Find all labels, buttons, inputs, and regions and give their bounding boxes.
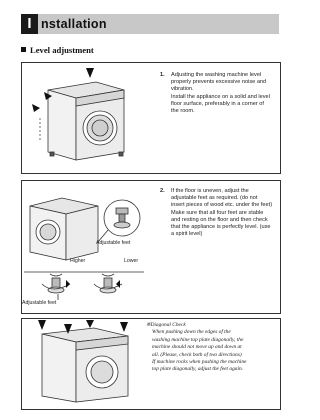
label-adjustable-feet-bottom: Adjustable feet (22, 300, 57, 306)
header-bar (21, 14, 279, 34)
step-2-line: insert pieces of wood etc. under the feet) (171, 202, 273, 209)
note-line: all. (Please, check both of two directions) (152, 351, 242, 358)
diagonal-check-note (146, 322, 282, 374)
page-title: nstallation (41, 17, 107, 31)
note-line: When pushing down the edges of the (152, 329, 231, 336)
washer-level-illustration (24, 68, 144, 168)
label-lower: Lower (124, 258, 139, 264)
step-2-line: adjustable feet as required. (do not (171, 195, 258, 202)
note-line: washing machine top plate diagonally, the (152, 336, 244, 343)
step-2-text (171, 188, 272, 238)
note-line: If machine rocks when pushing the machine (152, 359, 247, 366)
label-adjustable-feet-top: Adjustable feet (96, 240, 131, 246)
step-1-line: Install the appliance on a solid and level (171, 93, 270, 100)
section-title-text: Level adjustment (30, 45, 94, 55)
step-2-line: If the floor is uneven, adjust the (171, 188, 249, 194)
step-2-line: and resting on the floor and then check (171, 216, 268, 223)
header-letter-box: I (21, 14, 38, 34)
note-line: top plate diagonally, adjust the feet again. (152, 366, 244, 373)
step-2-number: 2. (160, 188, 165, 194)
step-1-text (171, 72, 270, 115)
step-1-line: Adjusting the washing machine level (171, 72, 262, 78)
step-1-number: 1. (160, 72, 165, 78)
step-1-line: vibration. (171, 86, 194, 93)
step-2-line: a spirit level) (171, 231, 203, 238)
step-1-line: the room. (171, 108, 195, 115)
adjustable-feet-illustration (22, 182, 146, 310)
note-line: machine should not move up and down at (152, 344, 242, 351)
step-2-line: Make sure that all four feet are stable (171, 209, 264, 216)
step-1-line: floor surface, preferably in a corner of (171, 100, 264, 107)
note-title: Diagonal Check (150, 322, 186, 328)
section-title (21, 44, 94, 56)
step-2-line: that the appliance is perfectly level. (use (171, 224, 271, 231)
bullet-square-icon (21, 47, 26, 52)
note-symbol: ※ (146, 322, 151, 328)
label-higher: Higher (70, 258, 86, 264)
diagonal-check-illustration (24, 320, 142, 406)
step-1-line: properly prevents excessive noise and (171, 79, 267, 86)
